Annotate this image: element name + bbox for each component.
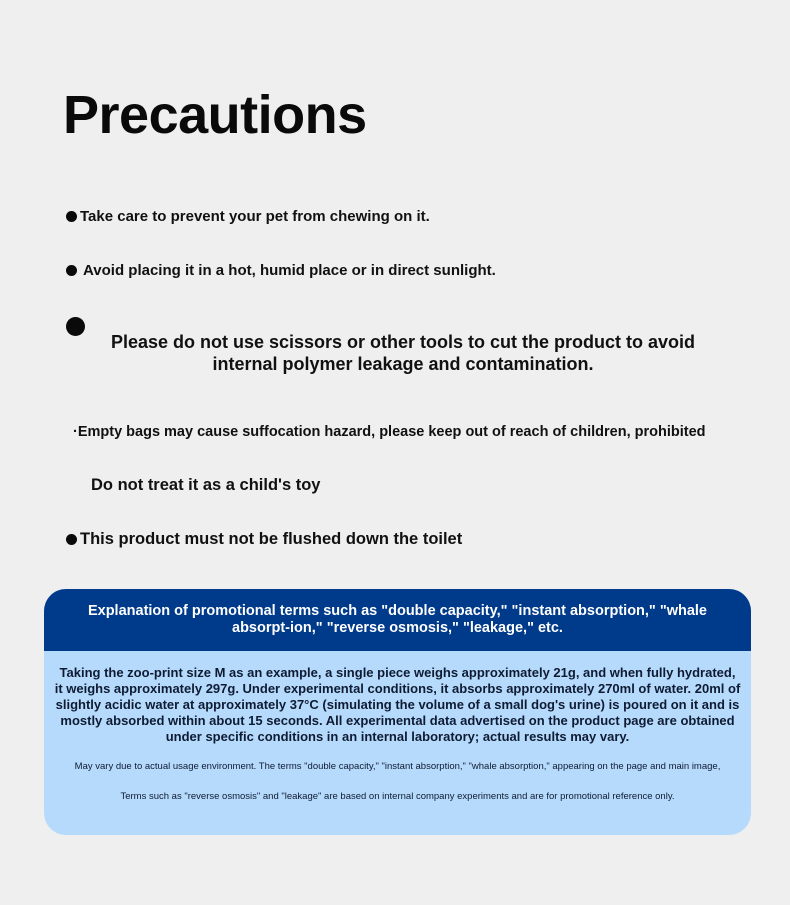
precaution-item-cutting: Please do not use scissors or other tools to cut the product to avoid internal polymer leakage and contamination. (110, 332, 696, 374)
bullet-icon (66, 317, 85, 336)
bullet-icon (66, 211, 77, 222)
bullet-icon (66, 265, 77, 276)
precaution-item-bags: ·Empty bags may cause suffocation hazard, please keep out of reach of children, prohibited (73, 424, 706, 440)
explanation-note: May vary due to actual usage environment. The terms "double capacity," "instant absorption," "whale absorption," appearing on the page and main image, (74, 761, 721, 772)
precaution-text: Take care to prevent your pet from chewing on it. (80, 208, 430, 225)
bullet-icon (66, 534, 77, 545)
precaution-text: This product must not be flushed down the toilet (80, 530, 463, 548)
precaution-item-toilet (66, 530, 462, 549)
explanation-note: Terms such as "reverse osmosis" and "leakage" are based on internal company experiments and are for promotional reference only. (120, 791, 675, 802)
precaution-item-chewing (66, 208, 430, 225)
explanation-panel (44, 589, 751, 835)
precaution-text: Avoid placing it in a hot, humid place or in direct sunlight. (83, 262, 496, 279)
precaution-item-toy: Do not treat it as a child's toy (91, 476, 321, 494)
page-title: Precautions (63, 85, 367, 145)
explanation-heading: Explanation of promotional terms such as "double capacity," "instant absorption," "whale absorpt-ion," "reverse osmosis," "leakage," etc. (44, 589, 751, 651)
explanation-body: Taking the zoo-print size M as an example, a single piece weighs approximately 21g, and when fully hydrated, it weighs approximately 297g. Under experimental conditions, it absorbs approximately 270ml of water. 20ml of slightly acidic water at approximately 37°C (simulating the volume of a small dog's urine) is poured on it and is mostly absorbed within about 15 seconds. All experimental data advertised on the product page are obtained under specific conditions in an internal laboratory; actual results may vary. (54, 665, 741, 744)
precaution-item-heat (66, 262, 496, 279)
